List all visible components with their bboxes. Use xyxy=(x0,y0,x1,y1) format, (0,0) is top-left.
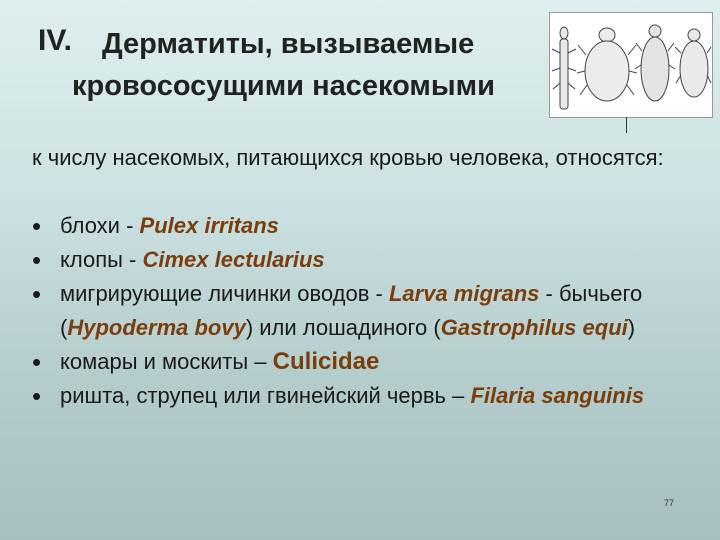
page-number: 77 xyxy=(664,498,675,508)
intro-text: к числу насекомых, питающихся кровью человека, относятся: xyxy=(32,145,664,170)
divider-tick xyxy=(626,117,627,133)
title-line-2: кровососущими насекомыми xyxy=(72,70,495,102)
list-item: • ришта, струпец или гвинейский червь – Filaria sanguinis xyxy=(32,381,645,411)
bullet-icon: • xyxy=(32,211,42,241)
latin-name: Pulex irritans xyxy=(139,213,279,238)
latin-name: Gastrophilus equi xyxy=(440,315,628,340)
insect-4-icon xyxy=(675,29,711,97)
bullet-icon: • xyxy=(32,245,42,275)
latin-name: Culicidae xyxy=(272,348,380,375)
latin-name: Filaria sanguinis xyxy=(470,383,645,408)
insect-1-icon xyxy=(552,27,576,109)
insects-illustration xyxy=(549,12,713,118)
list-item: • блохи - Pulex irritans xyxy=(32,211,279,241)
list-item: • мигрирующие личинки оводов - Larva migrans - бычьего (Hypoderma bovy) или лошадиного (Gastrophilus equi) xyxy=(32,279,643,340)
list-item: • комары и москиты – Culicidae xyxy=(32,347,380,377)
bullet-icon: • xyxy=(32,347,42,377)
bullet-icon: • xyxy=(32,381,42,411)
latin-name: Cimex lectularius xyxy=(142,247,325,272)
list-item: • клопы - Cimex lectularius xyxy=(32,245,325,275)
insect-2-icon xyxy=(577,28,637,101)
title-line-1: Дерматиты, вызываемые xyxy=(102,28,475,60)
insect-list xyxy=(32,209,702,413)
insect-3-icon xyxy=(635,25,675,101)
latin-name: Hypoderma bovy xyxy=(67,315,246,340)
bullet-icon: • xyxy=(32,279,42,309)
latin-name: Larva migrans xyxy=(388,281,540,306)
section-numeral: IV. xyxy=(38,24,72,57)
